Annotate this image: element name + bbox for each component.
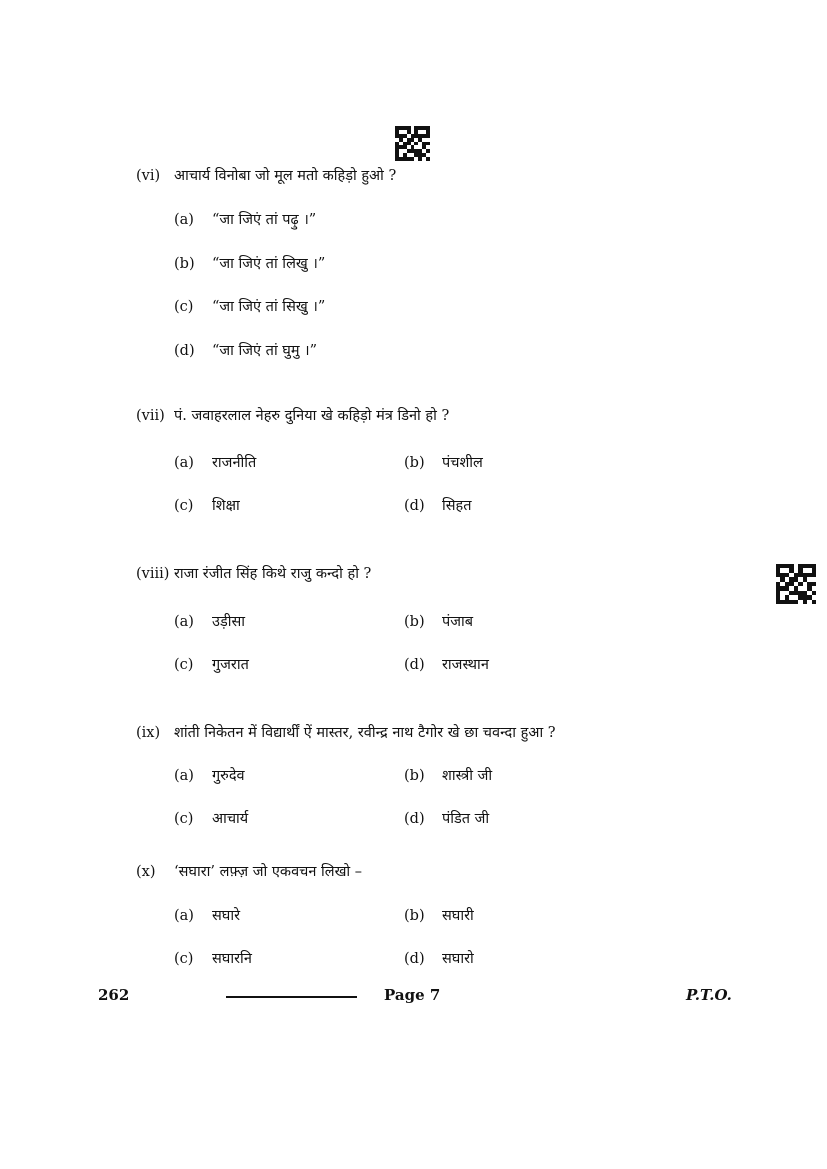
- option: [404, 654, 489, 674]
- question-text: राजा रंजीत सिंह किथे राजु कन्दो हो ?: [174, 566, 372, 582]
- option-text: आचार्य: [212, 811, 249, 827]
- option: [404, 948, 474, 968]
- option-text: गुजरात: [212, 657, 249, 673]
- option: [404, 495, 472, 515]
- option-label: (d): [404, 951, 425, 967]
- option: [174, 452, 256, 472]
- option-text: राजस्थान: [442, 657, 489, 673]
- question-text: शांती निकेतन में विद्यार्थीं ऐं मास्तर, रवीन्द्र नाथ टैगोर खे छा चवन्दा हुआ ?: [174, 725, 556, 741]
- option-label: (d): [404, 498, 425, 514]
- option-text: सघारी: [442, 908, 474, 924]
- option-text: पंचशील: [442, 455, 483, 471]
- option-text: “जा जिएं तां लिखु ।”: [212, 256, 326, 272]
- option-label: (c): [174, 811, 194, 827]
- pto-label: P.T.O.: [686, 986, 732, 1004]
- option-label: (a): [174, 908, 194, 924]
- option-label: (b): [404, 614, 425, 630]
- question-text: पं. जवाहरलाल नेहरु दुनिया खे कहिड़ो मंत्र डिनो हो ?: [174, 408, 450, 424]
- question-number: (x): [136, 864, 156, 880]
- option: [174, 253, 325, 273]
- option: [174, 495, 240, 515]
- option-label: (b): [404, 768, 425, 784]
- option-label: (a): [174, 212, 194, 228]
- option: [174, 296, 325, 316]
- option: [404, 611, 473, 631]
- question-number: (vi): [136, 168, 161, 184]
- option: [404, 765, 492, 785]
- question-text: आचार्य विनोबा जो मूल मतो कहिड़ो हुओ ?: [174, 168, 397, 184]
- option-text: सघारे: [212, 908, 241, 924]
- option-label: (c): [174, 299, 194, 315]
- question-x: [136, 861, 362, 881]
- option-text: राजनीति: [212, 455, 257, 471]
- page-number: Page 7: [384, 986, 441, 1004]
- option-label: (a): [174, 614, 194, 630]
- option: [174, 340, 317, 360]
- question-vii: [136, 405, 449, 425]
- option: [404, 808, 489, 828]
- option-text: “जा जिएं तां घुमु ।”: [212, 343, 318, 359]
- option-label: (c): [174, 498, 194, 514]
- option-label: (b): [404, 908, 425, 924]
- option: [174, 905, 240, 925]
- question-number: (viii): [136, 566, 170, 582]
- option: [174, 808, 248, 828]
- option-text: सघारनि: [212, 951, 252, 967]
- option: [174, 209, 316, 229]
- option: [404, 452, 483, 472]
- question-number: (vii): [136, 408, 165, 424]
- option-text: सिहत: [442, 498, 472, 514]
- question-text: ‘सघारा’ लफ़्ज़ जो एकवचन लिखो –: [174, 864, 363, 880]
- option: [404, 905, 474, 925]
- option-label: (d): [404, 811, 425, 827]
- option-text: “जा जिएं तां पढ़ु ।”: [212, 212, 317, 228]
- option-text: पंडित जी: [442, 811, 490, 827]
- question-number: (ix): [136, 725, 161, 741]
- question-viii: [136, 563, 371, 583]
- option-text: “जा जिएं तां सिखु ।”: [212, 299, 326, 315]
- option-text: शास्त्री जी: [442, 768, 493, 784]
- option-label: (a): [174, 768, 194, 784]
- footer-divider: [226, 996, 357, 998]
- option: [174, 611, 245, 631]
- option-label: (a): [174, 455, 194, 471]
- qr-code-icon: [776, 564, 816, 604]
- option: [174, 654, 249, 674]
- option-label: (b): [174, 256, 195, 272]
- option-text: पंजाब: [442, 614, 474, 630]
- option-text: उड़ीसा: [212, 614, 246, 630]
- option-label: (c): [174, 657, 194, 673]
- option-text: शिक्षा: [212, 498, 240, 514]
- option-label: (b): [404, 455, 425, 471]
- option-label: (c): [174, 951, 194, 967]
- option-label: (d): [174, 343, 195, 359]
- question-ix: [136, 722, 556, 742]
- paper-code: 262: [98, 986, 130, 1004]
- option-label: (d): [404, 657, 425, 673]
- question-vi: [136, 165, 396, 185]
- qr-code-icon: [395, 126, 430, 161]
- option-text: सघारो: [442, 951, 474, 967]
- option: [174, 765, 245, 785]
- option-text: गुरुदेव: [212, 768, 245, 784]
- option: [174, 948, 252, 968]
